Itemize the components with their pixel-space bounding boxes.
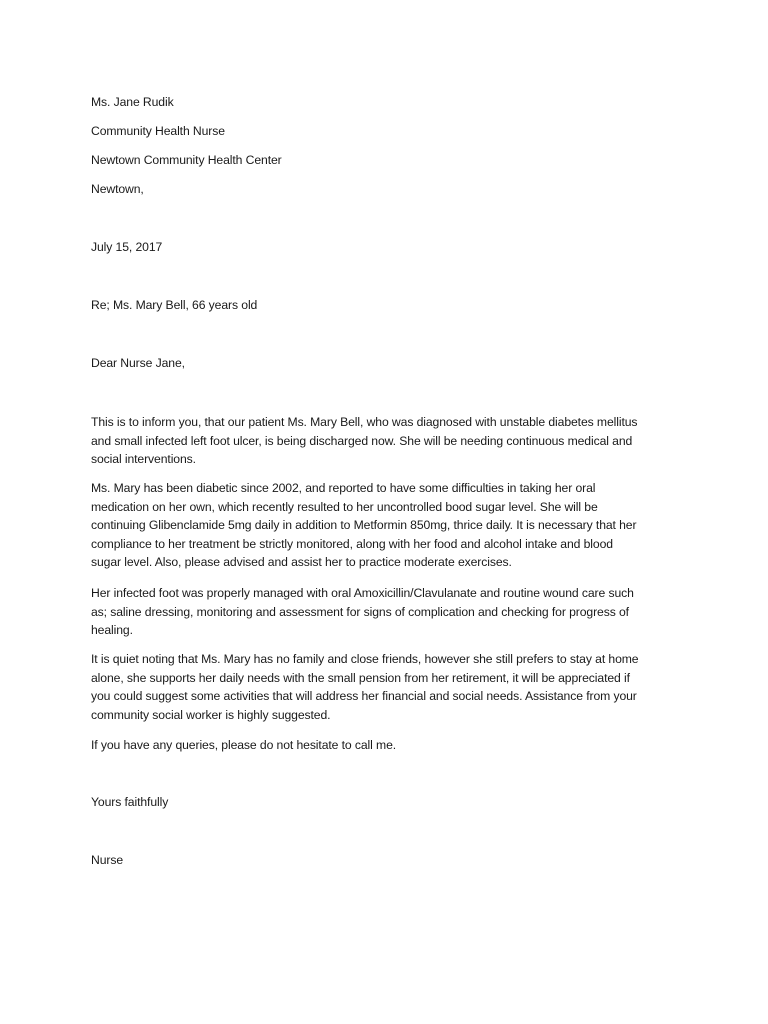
body-paragraph-4 (91, 650, 681, 724)
recipient-name: Ms. Jane Rudik (91, 95, 174, 109)
letter-subject: Re; Ms. Mary Bell, 66 years old (91, 298, 258, 312)
paragraph-line: Her infected foot was properly managed with oral Amoxicillin/Clavulanate and routine wound care such (91, 586, 634, 600)
paragraph-line: Ms. Mary has been diabetic since 2002, and reported to have some difficulties in taking her oral (91, 481, 596, 495)
body-paragraph-3 (91, 584, 681, 640)
letter-closing: Yours faithfully (91, 795, 169, 809)
letter-date: July 15, 2017 (91, 240, 163, 254)
letter-signature: Nurse (91, 853, 124, 867)
recipient-title: Community Health Nurse (91, 124, 225, 138)
paragraph-line: medication on her own, which recently resulted to her uncontrolled bood sugar level. She will be (91, 499, 598, 514)
paragraph-line: continuing Glibenclamide 5mg daily in addition to Metformin 850mg, thrice daily. It is necessary that her (91, 518, 637, 532)
paragraph-line: If you have any queries, please do not hesitate to call me. (91, 738, 397, 752)
letter-salutation: Dear Nurse Jane, (91, 356, 185, 370)
recipient-organization: Newtown Community Health Center (91, 153, 282, 167)
paragraph-line: compliance to her treatment be strictly monitored, along with her food and alcohol intake and blood (91, 536, 613, 551)
paragraph-line: and small infected left foot ulcer, is being discharged now. She will be needing continuous medical and (91, 433, 633, 448)
body-paragraph-5 (91, 736, 681, 755)
paragraph-line: It is quiet noting that Ms. Mary has no family and close friends, however she still prefers to stay at home (91, 652, 639, 666)
paragraph-line: as; saline dressing, monitoring and assessment for signs of complication and checking for progress of (91, 604, 629, 619)
paragraph-line: you could suggest some activities that will address her financial and social needs. Assistance from your (91, 689, 637, 703)
paragraph-line: alone, she supports her daily needs with the small pension from her retirement, it will be appreciated if (91, 670, 630, 685)
paragraph-line: sugar level. Also, please advised and assist her to practice moderate exercises. (91, 555, 512, 569)
paragraph-line: community social worker is highly suggested. (91, 707, 331, 722)
paragraph-line: This is to inform you, that our patient Ms. Mary Bell, who was diagnosed with unstable diabetes mellitus (91, 415, 638, 429)
recipient-city: Newtown, (91, 182, 144, 196)
body-paragraph-2 (91, 479, 681, 572)
paragraph-line: healing. (91, 623, 133, 637)
paragraph-line: social interventions. (91, 452, 196, 466)
body-paragraph-1 (91, 413, 681, 469)
